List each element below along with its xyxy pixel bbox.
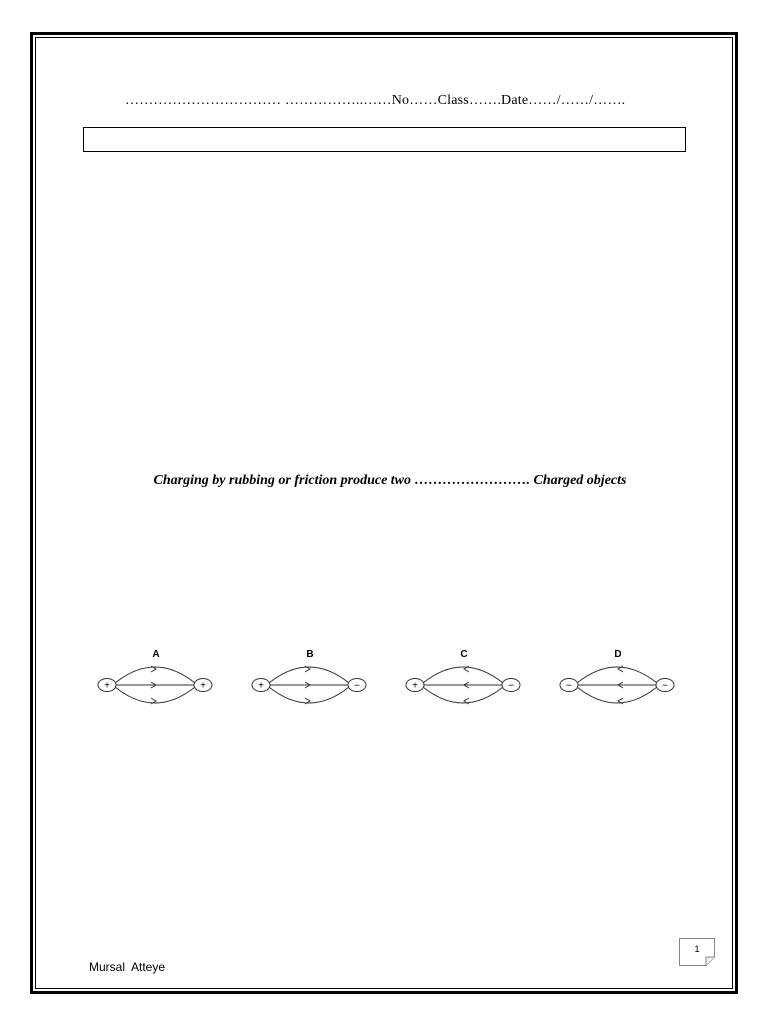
charge-sign: − [662,680,668,692]
page-border-inner [35,37,733,989]
page-number-box [679,938,715,966]
author-name: Mursal Atteye [89,960,166,974]
charge-sign: − [354,680,360,692]
diagram-b [252,649,366,704]
field-line-diagrams [90,644,690,714]
charge-sign: + [258,680,264,692]
charge-sign: + [412,680,418,692]
diagram-label: C [460,649,468,660]
title-box [83,127,686,152]
field-line [423,687,503,703]
diagram-a [98,649,212,704]
charge-sign: − [508,680,514,692]
field-line [577,687,657,703]
diagram-c [406,649,520,704]
page-number: 1 [694,944,700,954]
student-info-line: …………………………… ……………..……No……Class…….Date……/……/……. [125,93,626,108]
charge-sign: + [200,680,206,692]
diagram-label: D [614,649,622,660]
diagram-label: A [152,649,160,660]
field-line [423,667,503,683]
diagram-label: B [306,649,314,660]
diagram-d [560,649,674,704]
field-line [577,667,657,683]
charge-sign: + [104,680,110,692]
charge-sign: − [566,680,572,692]
fill-in-statement: Charging by rubbing or friction produce two ……………………. Charged objects [153,473,627,488]
